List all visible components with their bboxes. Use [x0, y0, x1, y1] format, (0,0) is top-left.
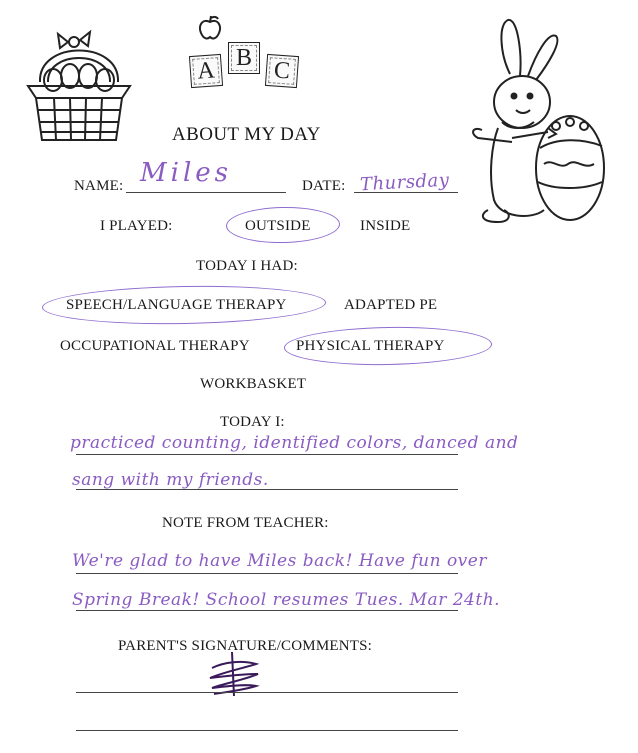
parent-line-2: [76, 730, 458, 731]
date-label: DATE:: [302, 178, 346, 194]
parent-line-1: [76, 692, 458, 693]
activity-workbasket: WORKBASKET: [200, 376, 307, 392]
easter-basket-icon: [18, 20, 140, 148]
today-i-text-1: practiced counting, identified colors, danced and: [70, 433, 519, 453]
name-line: [126, 192, 286, 193]
abc-block-b: B: [228, 42, 260, 74]
physical-selection-circle: [284, 325, 493, 367]
teacher-line-1: [76, 573, 458, 574]
activity-adapted-pe: ADAPTED PE: [344, 297, 438, 313]
name-value: Miles: [140, 158, 232, 188]
activity-physical: PHYSICAL THERAPY: [296, 338, 445, 354]
option-inside: INSIDE: [360, 218, 411, 234]
today-i-line-1: [76, 454, 458, 455]
played-label: I PLAYED:: [100, 218, 173, 234]
today-i-text-2: sang with my friends.: [72, 470, 269, 490]
abc-block-c: C: [265, 54, 299, 88]
teacher-line-2: [76, 610, 458, 611]
today-had-label: TODAY I HAD:: [196, 258, 298, 274]
bunny-painting-egg-icon: [452, 14, 618, 224]
speech-selection-circle: [42, 284, 327, 327]
apple-icon: [196, 14, 224, 42]
outside-selection-circle: [226, 206, 341, 244]
option-outside: OUTSIDE: [245, 218, 311, 234]
name-label: NAME:: [74, 178, 124, 194]
activity-occupational: OCCUPATIONAL THERAPY: [60, 338, 250, 354]
teacher-note-text-1: We're glad to have Miles back! Have fun over: [72, 551, 487, 571]
today-i-label: TODAY I:: [220, 414, 285, 430]
page-title: ABOUT MY DAY: [172, 124, 321, 145]
teacher-note-text-2: Spring Break! School resumes Tues. Mar 24th.: [72, 590, 501, 610]
parent-signature-label: PARENT'S SIGNATURE/COMMENTS:: [118, 638, 373, 654]
teacher-note-label: NOTE FROM TEACHER:: [162, 515, 329, 531]
activity-speech: SPEECH/LANGUAGE THERAPY: [66, 297, 287, 313]
abc-block-a: A: [189, 54, 223, 88]
date-value: Thursday: [359, 169, 450, 196]
